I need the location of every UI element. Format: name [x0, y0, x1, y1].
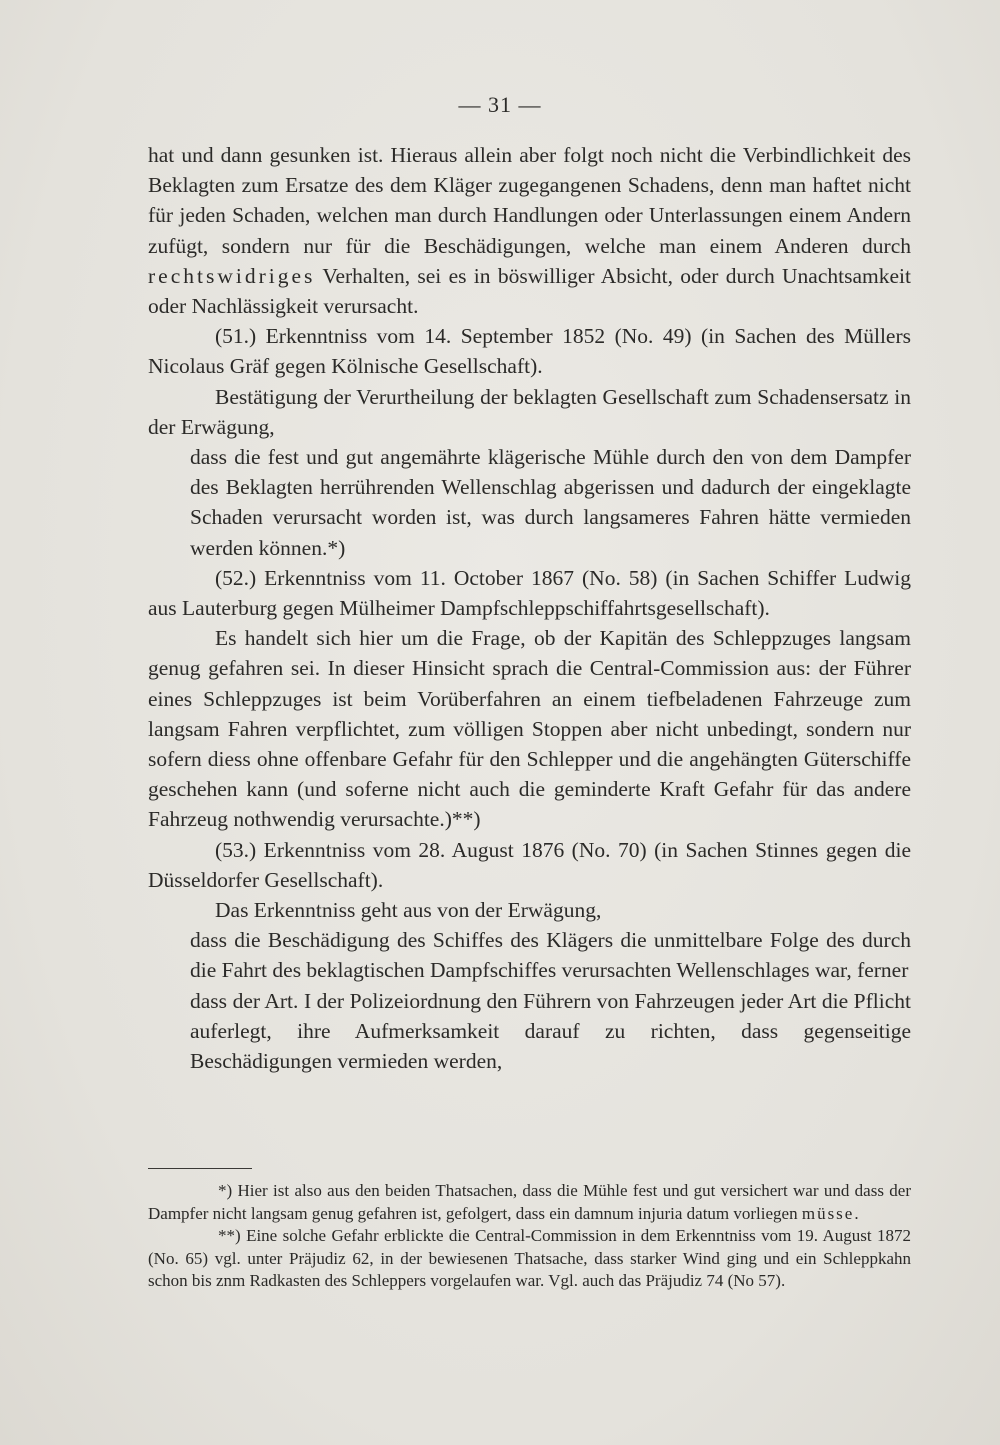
footnote-1-emphasis: müsse — [801, 1203, 855, 1223]
footnote-1-text: *) Hier ist also aus den beiden Thatsachen, dass die Mühle fest und gut versichert war und dass der Dampfer nicht langsam genug gefahren ist, gefolgert, dass ein damnum injuria datum vorliegen — [148, 1181, 911, 1223]
footnotes — [148, 1180, 911, 1293]
case-52-text: Es handelt sich hier um die Frage, ob der Kapitän des Schleppzuges langsam genug gefahren sei. In dieser Hinsicht sprach die Central-Commission aus: der Führer eines Schleppzuges ist beim Vorüberfahren an einem tiefbeladenen Fahrzeuge zum langsam Fahren verpflichtet, zum völligen Stoppen aber nicht unbedingt, sondern nur sofern diess ohne offenbare Gefahr für den Schlepper und die angehängten Güterschiffe geschehen kann (und soferne nicht auch die geminderte Kraft Gefahr für das andere Fahrzeug nothwendig verursachte.)**) — [148, 626, 911, 832]
case-53-heading: (53.) Erkenntniss vom 28. August 1876 (No. 70) (in Sachen Stinnes gegen die Düsseldorfer Gesellschaft). — [148, 837, 911, 892]
footnote-2: **) Eine solche Gefahr erblickte die Central-Commission in dem Erkenntniss vom 19. August 1872 (No. 65) vgl. unter Präjudiz 62, in der bewiesenen Thatsache, dass starker Wind ging und ein Schleppkahn schon bis znm Radkasten des Schleppers vorgelaufen war. Vgl. auch das Präjudiz 74 (No 57). — [148, 1226, 911, 1290]
footnote-divider — [148, 1168, 252, 1169]
footnote-1 — [148, 1180, 911, 1225]
emphasized-word: rechtswidriges — [148, 263, 316, 288]
footnote-1-end: . — [854, 1203, 859, 1223]
page-number: — 31 — — [458, 92, 542, 117]
paragraph-1-end: Verhalten, sei es in böswilliger Absicht, oder durch Unachtsamkeit oder Nachlässigkeit verursacht. — [148, 263, 911, 319]
paragraph-1 — [148, 140, 911, 321]
case-52-heading: (52.) Erkenntniss vom 11. October 1867 (No. 58) (in Sachen Schiffer Ludwig aus Lauterburg gegen Mülheimer Dampfschleppschiffahrtsgesellschaft). — [148, 565, 911, 621]
main-text — [148, 140, 911, 1076]
case-51-intro: Bestätigung der Verurtheilung der beklagten Gesellschaft zum Schadensersatz in der Erwägung, — [148, 384, 911, 439]
case-53-reasoning-2: dass der Art. I der Polizeiordnung den Führern von Fahrzeugen jeder Art die Pflicht auferlegt, ihre Aufmerksamkeit darauf zu richten, dass gegenseitige Beschädigungen vermieden werden, — [190, 988, 911, 1074]
case-53-intro: Das Erkenntniss geht aus von der Erwägung, — [215, 898, 602, 923]
case-51-reasoning: dass die fest und gut angemährte klägerische Mühle durch den von dem Dampfer des Beklagten herrührenden Wellenschlag abgerissen und dadurch der eingeklagte Schaden verursacht worden ist, was durch langsameres Fahren hätte vermieden werden können.*) — [190, 445, 911, 560]
case-53-reasoning-1: dass die Beschädigung des Schiffes des Klägers die unmittelbare Folge des durch die Fahrt des beklagtischen Dampfschiffes verursachten Wellenschlages war, ferner — [190, 928, 911, 983]
case-51-heading: (51.) Erkenntniss vom 14. September 1852 (No. 49) (in Sachen des Müllers Nicolaus Gräf gegen Kölnische Gesellschaft). — [148, 324, 911, 379]
paragraph-1-text: hat und dann gesunken ist. Hieraus allein aber folgt noch nicht die Verbindlichkeit des Beklagten zum Ersatze des dem Kläger zugegangenen Schadens, denn man haftet nicht für jeden Schaden, welchen man durch Handlungen oder Unterlassungen einem Andern zufügt, sondern nur für die Beschädigungen, welche man einem Anderen durch — [148, 143, 911, 258]
